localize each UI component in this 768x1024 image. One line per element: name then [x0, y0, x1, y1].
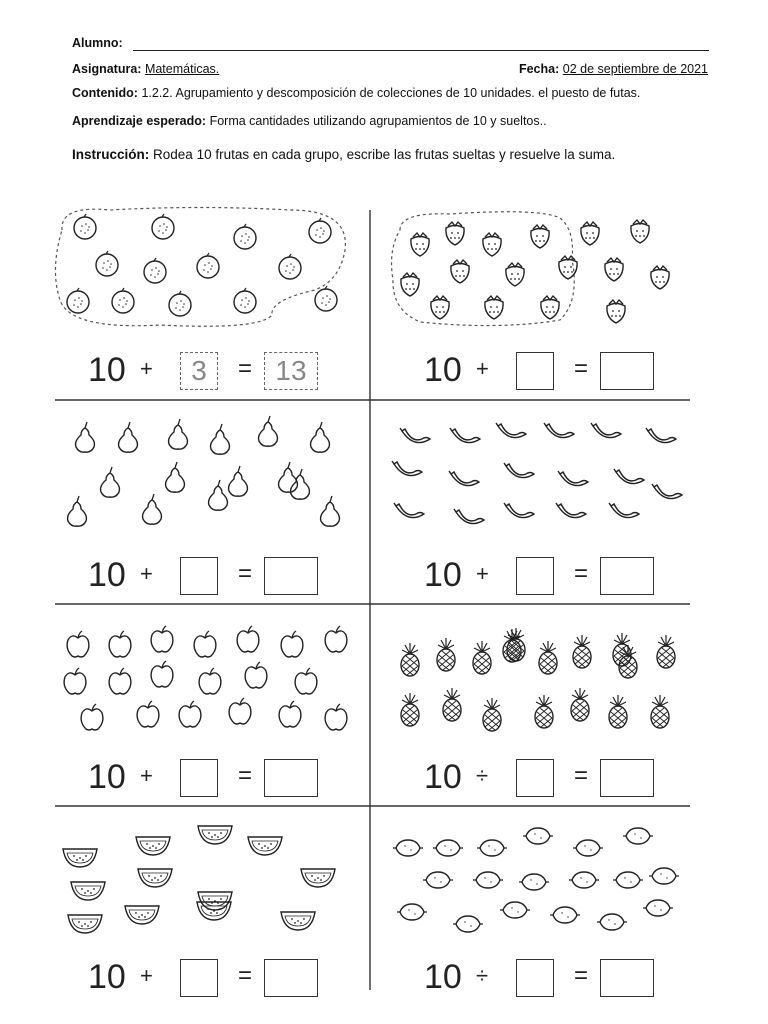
- apple-icon[interactable]: [179, 701, 201, 727]
- apple-icon[interactable]: [237, 626, 259, 652]
- strawberry-icon[interactable]: [446, 222, 464, 245]
- lemon-icon[interactable]: [433, 840, 463, 856]
- apple-icon[interactable]: [137, 701, 159, 727]
- apple-icon[interactable]: [67, 631, 89, 657]
- banana-icon[interactable]: [591, 423, 621, 438]
- orange-icon[interactable]: [74, 214, 96, 239]
- apple-icon[interactable]: [109, 631, 131, 657]
- equation-ten: 10: [424, 758, 462, 796]
- watermelon-icon[interactable]: [71, 882, 105, 900]
- orange-icon[interactable]: [309, 218, 331, 243]
- plus-sign: +: [140, 356, 153, 381]
- strawberry-icon[interactable]: [531, 225, 549, 248]
- banana-icon[interactable]: [504, 503, 534, 518]
- strawberry-icon[interactable]: [401, 273, 419, 296]
- strawberry-icon[interactable]: [651, 266, 669, 289]
- equation-ten: 10: [424, 556, 462, 594]
- lemon-icon[interactable]: [643, 900, 673, 916]
- strawberry-icon[interactable]: [605, 258, 623, 281]
- pear-icon[interactable]: [209, 480, 228, 510]
- total-value: [265, 558, 317, 594]
- pineapple-icon[interactable]: [535, 695, 553, 728]
- watermelon-icon[interactable]: [281, 912, 315, 930]
- pineapple-icon[interactable]: [437, 638, 455, 671]
- strawberry-icon[interactable]: [631, 220, 649, 243]
- banana-icon[interactable]: [449, 471, 479, 486]
- strawberry-icon[interactable]: [541, 296, 559, 319]
- lemon-icon[interactable]: [573, 840, 603, 856]
- orange-icon[interactable]: [96, 251, 118, 276]
- apple-icon[interactable]: [325, 704, 347, 730]
- banana-icon[interactable]: [652, 484, 682, 499]
- strawberry-icon[interactable]: [485, 296, 503, 319]
- apple-icon[interactable]: [81, 704, 103, 730]
- loose-fruits-value: 3: [191, 355, 207, 386]
- fecha-value: 02 de septiembre de 2021: [562, 62, 708, 76]
- lemon-icon[interactable]: [649, 868, 679, 884]
- loose-fruits-answer-box[interactable]: [516, 759, 554, 797]
- apple-icon[interactable]: [199, 668, 221, 694]
- equals-sign: =: [238, 762, 253, 789]
- orange-icon[interactable]: [315, 286, 337, 311]
- equation-ten: 10: [88, 351, 126, 389]
- total-answer-box[interactable]: [600, 352, 654, 390]
- apple-icon[interactable]: [64, 668, 86, 694]
- pear-icon[interactable]: [229, 466, 248, 496]
- plus-sign: +: [140, 561, 153, 586]
- total-answer-box[interactable]: [600, 959, 654, 997]
- loose-fruits-answer-box[interactable]: [516, 557, 554, 595]
- banana-icon[interactable]: [504, 463, 534, 478]
- banana-icon[interactable]: [544, 423, 574, 438]
- pineapple-icon[interactable]: [539, 641, 557, 674]
- apple-icon[interactable]: [295, 668, 317, 694]
- banana-icon[interactable]: [400, 428, 430, 443]
- plus-sign: ÷: [476, 963, 489, 988]
- contenido-value: 1.2.2. Agrupamiento y descomposición de colecciones de 10 unidades. el puesto de futas.: [141, 86, 641, 100]
- banana-icon[interactable]: [646, 428, 676, 443]
- pineapple-icon[interactable]: [571, 688, 589, 721]
- apple-icon[interactable]: [194, 631, 216, 657]
- pineapple-icon[interactable]: [443, 688, 461, 721]
- instruccion-label: Instrucción:: [72, 147, 150, 162]
- equals-sign: =: [238, 962, 253, 989]
- equation-ten: 10: [424, 351, 462, 389]
- total-value: [265, 760, 317, 796]
- instruccion-value: Rodea 10 frutas en cada grupo, escribe las frutas sueltas y resuelve la suma.: [153, 147, 616, 162]
- total-answer-box[interactable]: [600, 557, 654, 595]
- aprendizaje-label: Aprendizaje esperado:: [72, 114, 207, 128]
- watermelon-icon[interactable]: [197, 902, 231, 920]
- strawberry-icon[interactable]: [506, 263, 524, 286]
- orange-icon[interactable]: [197, 253, 219, 278]
- lemon-icon[interactable]: [397, 904, 427, 920]
- pear-icon[interactable]: [259, 416, 278, 446]
- banana-icon[interactable]: [392, 461, 422, 476]
- equals-sign: =: [574, 962, 589, 989]
- loose-fruits-answer-box[interactable]: [516, 352, 554, 390]
- watermelon-icon[interactable]: [301, 869, 335, 887]
- plus-sign: +: [476, 356, 489, 381]
- equals-sign: =: [574, 762, 589, 789]
- orange-icon[interactable]: [234, 288, 256, 313]
- total-value: [601, 760, 653, 796]
- pineapple-icon[interactable]: [651, 695, 669, 728]
- plus-sign: ÷: [476, 763, 489, 788]
- pear-icon[interactable]: [101, 467, 120, 497]
- loose-fruits-value: [181, 960, 217, 996]
- apple-icon[interactable]: [229, 698, 251, 724]
- equation-ten: 10: [88, 958, 126, 996]
- pineapple-icon[interactable]: [657, 635, 675, 668]
- equation-ten: 10: [88, 758, 126, 796]
- loose-fruits-answer-box[interactable]: [516, 959, 554, 997]
- lemon-icon[interactable]: [477, 840, 507, 856]
- pear-icon[interactable]: [311, 422, 330, 452]
- pineapple-icon[interactable]: [609, 695, 627, 728]
- equals-sign: =: [238, 560, 253, 587]
- equation-ten: 10: [88, 556, 126, 594]
- loose-fruits-value: [181, 760, 217, 796]
- loose-fruits-answer-box[interactable]: [180, 759, 218, 797]
- lemon-icon[interactable]: [393, 840, 423, 856]
- pear-icon[interactable]: [211, 424, 230, 454]
- lemon-icon[interactable]: [623, 828, 653, 844]
- pear-icon[interactable]: [143, 494, 162, 524]
- equals-sign: =: [238, 355, 253, 382]
- total-value: [601, 960, 653, 996]
- apple-icon[interactable]: [281, 631, 303, 657]
- total-value: [601, 558, 653, 594]
- banana-icon[interactable]: [558, 471, 588, 486]
- apple-icon[interactable]: [245, 662, 267, 688]
- strawberry-icon[interactable]: [581, 222, 599, 245]
- equation-ten: 10: [424, 958, 462, 996]
- apple-icon[interactable]: [151, 626, 173, 652]
- plus-sign: +: [476, 561, 489, 586]
- group-loop-oranges: [55, 208, 345, 327]
- pineapple-icon[interactable]: [401, 693, 419, 726]
- plus-sign: +: [140, 963, 153, 988]
- banana-icon[interactable]: [496, 423, 526, 438]
- pineapple-icon[interactable]: [573, 635, 591, 668]
- pear-icon[interactable]: [291, 469, 310, 499]
- loose-fruits-answer-box[interactable]: [180, 557, 218, 595]
- lemon-icon[interactable]: [423, 872, 453, 888]
- banana-icon[interactable]: [556, 503, 586, 518]
- watermelon-icon[interactable]: [63, 849, 97, 867]
- strawberry-icon[interactable]: [607, 300, 625, 323]
- asignatura-value: Matemáticas.: [144, 62, 220, 76]
- strawberry-icon[interactable]: [451, 260, 469, 283]
- pineapple-icon[interactable]: [473, 641, 491, 674]
- total-answer-box[interactable]: [264, 352, 318, 390]
- fecha-label: Fecha:: [518, 62, 560, 76]
- strawberry-icon[interactable]: [431, 296, 449, 319]
- total-value: [265, 960, 317, 996]
- pear-icon[interactable]: [279, 462, 298, 492]
- pear-icon[interactable]: [68, 496, 87, 526]
- banana-icon[interactable]: [609, 503, 639, 518]
- loose-fruits-value: [181, 558, 217, 594]
- orange-icon[interactable]: [279, 254, 301, 279]
- apple-icon[interactable]: [279, 701, 301, 727]
- watermelon-icon[interactable]: [248, 837, 282, 855]
- loose-fruits-value: [517, 353, 553, 389]
- total-answer-box[interactable]: [264, 759, 318, 797]
- pear-icon[interactable]: [169, 419, 188, 449]
- loose-fruits-value: [517, 558, 553, 594]
- alumno-label: Alumno:: [72, 36, 123, 50]
- lemon-icon[interactable]: [569, 872, 599, 888]
- asignatura-label: Asignatura:: [72, 62, 142, 76]
- apple-icon[interactable]: [109, 668, 131, 694]
- watermelon-icon[interactable]: [136, 837, 170, 855]
- apple-icon[interactable]: [325, 626, 347, 652]
- banana-icon[interactable]: [614, 469, 644, 484]
- orange-icon[interactable]: [67, 288, 89, 313]
- equals-sign: =: [574, 560, 589, 587]
- orange-icon[interactable]: [112, 288, 134, 313]
- watermelon-icon[interactable]: [125, 906, 159, 924]
- loose-fruits-answer-box[interactable]: [180, 959, 218, 997]
- watermelon-icon[interactable]: [198, 826, 232, 844]
- banana-icon[interactable]: [450, 428, 480, 443]
- lemon-icon[interactable]: [500, 902, 530, 918]
- lemon-icon[interactable]: [519, 874, 549, 890]
- total-value: [601, 353, 653, 389]
- equals-sign: =: [574, 355, 589, 382]
- contenido-label: Contenido:: [72, 86, 138, 100]
- pear-icon[interactable]: [76, 422, 95, 452]
- watermelon-icon[interactable]: [138, 869, 172, 887]
- lemon-icon[interactable]: [523, 828, 553, 844]
- orange-icon[interactable]: [144, 258, 166, 283]
- lemon-icon[interactable]: [550, 907, 580, 923]
- strawberry-icon[interactable]: [483, 233, 501, 256]
- banana-icon[interactable]: [394, 503, 424, 518]
- loose-fruits-value: [517, 960, 553, 996]
- strawberry-icon[interactable]: [411, 233, 429, 256]
- orange-icon[interactable]: [169, 291, 191, 316]
- loose-fruits-value: [517, 760, 553, 796]
- plus-sign: +: [140, 763, 153, 788]
- banana-icon[interactable]: [454, 509, 484, 524]
- orange-icon[interactable]: [152, 214, 174, 239]
- pear-icon[interactable]: [166, 462, 185, 492]
- loose-fruits-answer-box[interactable]: [180, 352, 218, 390]
- total-value: 13: [275, 355, 307, 386]
- lemon-icon[interactable]: [453, 916, 483, 932]
- lemon-icon[interactable]: [473, 872, 503, 888]
- total-answer-box[interactable]: [600, 759, 654, 797]
- lemon-icon[interactable]: [597, 914, 627, 930]
- orange-icon[interactable]: [234, 224, 256, 249]
- lemon-icon[interactable]: [613, 872, 643, 888]
- pineapple-icon[interactable]: [483, 698, 501, 731]
- total-answer-box[interactable]: [264, 557, 318, 595]
- total-answer-box[interactable]: [264, 959, 318, 997]
- pear-icon[interactable]: [321, 496, 340, 526]
- watermelon-icon[interactable]: [68, 915, 102, 933]
- apple-icon[interactable]: [151, 661, 173, 687]
- pineapple-icon[interactable]: [401, 643, 419, 676]
- pear-icon[interactable]: [119, 422, 138, 452]
- aprendizaje-value: Forma cantidades utilizando agrupamientos de 10 y sueltos..: [209, 114, 547, 128]
